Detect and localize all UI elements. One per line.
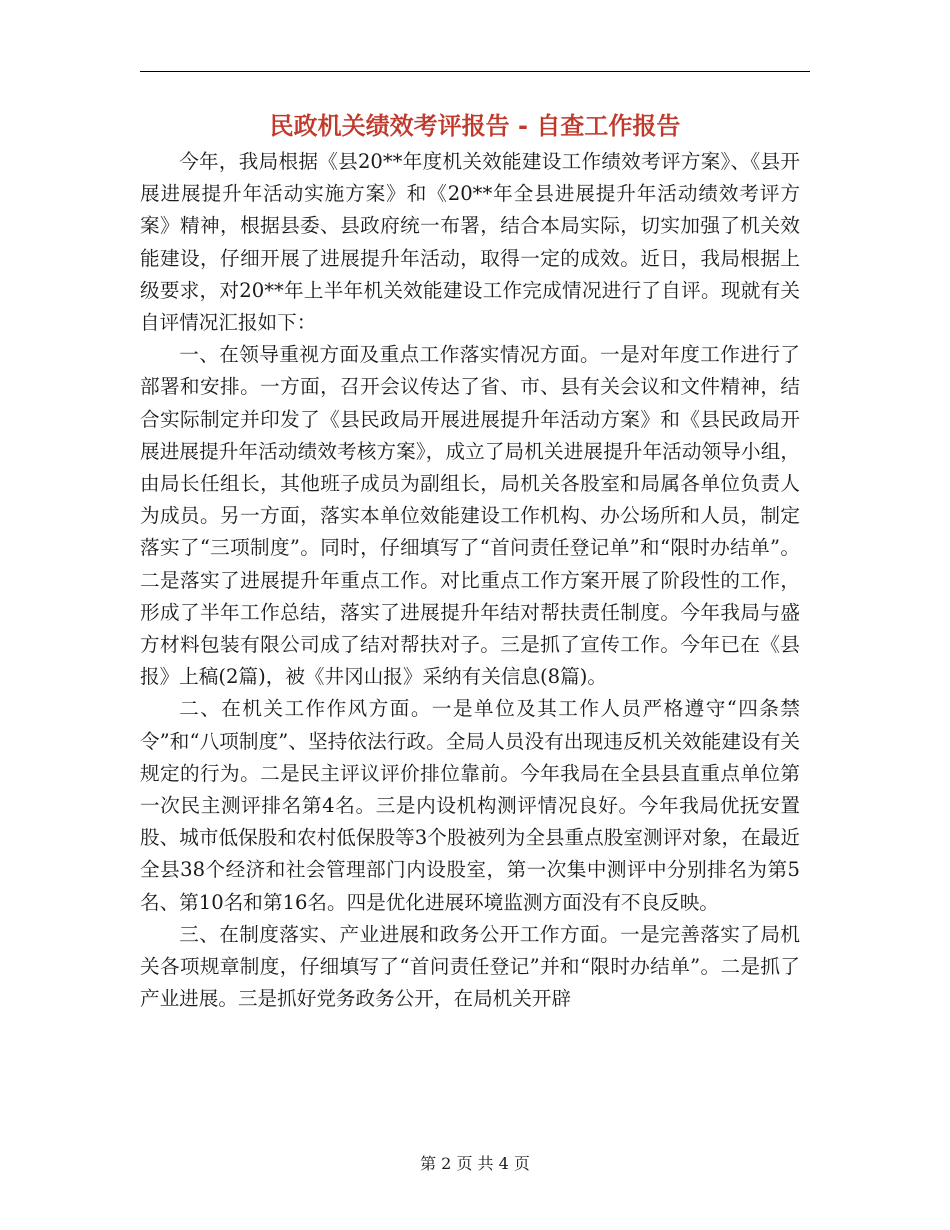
paragraph-intro: 今年，我局根据《县20**年度机关效能建设工作绩效考评方案》、《县开展进展提升年活动实施方案》和《20**年全县进展提升年活动绩效考评方案》精神，根据县委、县政府统一布署，结合本局实际，切实加强了机关效能建设，仔细开展了进展提升年活动，取得一定的成效。近日，我局根据上级要求，对20**年上半年机关效能建设工作完成情况进行了自评。现就有关自评情况汇报如下： xyxy=(140,150,800,335)
document-title: 民政机关绩效考评报告 - 自查工作报告 xyxy=(269,112,681,140)
paragraph-section-2: 二、在机关工作作风方面。一是单位及其工作人员严格遵守“四条禁令”和“八项制度”、坚持依法行政。全局人员没有出现违反机关效能建设有关规定的行为。二是民主评议评价排位靠前。今年我局在全县县直重点单位第一次民主测评排名第4名。三是内设机构测评情况良好。今年我局优抚安置股、城市低保股和农村低保股等3个股被列为全县重点股室测评对象，在最近全县38个经济和社会管理部门内设股室，第一次集中测评中分别排名为第5名、第10名和第16名。四是优化进展环境监测方面没有不良反映。 xyxy=(140,697,800,914)
paragraph-section-1: 一、在领导重视方面及重点工作落实情况方面。一是对年度工作进行了部署和安排。一方面，召开会议传达了省、市、县有关会议和文件精神，结合实际制定并印发了《县民政局开展进展提升年活动方案》和《县民政局开展进展提升年活动绩效考核方案》，成立了局机关进展提升年活动领导小组，由局长任组长，其他班子成员为副组长，局机关各股室和局属各单位负责人为成员。另一方面，落实本单位效能建设工作机构、办公场所和人员，制定落实了“三项制度”。同时，仔细填写了“首问责任登记单”和“限时办结单”。二是落实了进展提升年重点工作。对比重点工作方案开展了阶段性的工作，形成了半年工作总结，落实了进展提升年结对帮扶责任制度。今年我局与盛方材料包装有限公司成了结对帮扶对子。三是抓了宣传工作。今年已在《县报》上稿(2篇)，被《井冈山报》采纳有关信息(8篇)。 xyxy=(140,343,800,689)
page-number-footer: 第 2 页 共 4 页 xyxy=(420,1154,530,1173)
header-rule xyxy=(140,71,810,72)
document-body xyxy=(140,146,800,1015)
paragraph-section-3: 三、在制度落实、产业进展和政务公开工作方面。一是完善落实了局机关各项规章制度，仔细填写了“首问责任登记”并和“限时办结单”。二是抓了产业进展。三是抓好党务政务公开，在局机关开辟 xyxy=(140,922,800,1011)
